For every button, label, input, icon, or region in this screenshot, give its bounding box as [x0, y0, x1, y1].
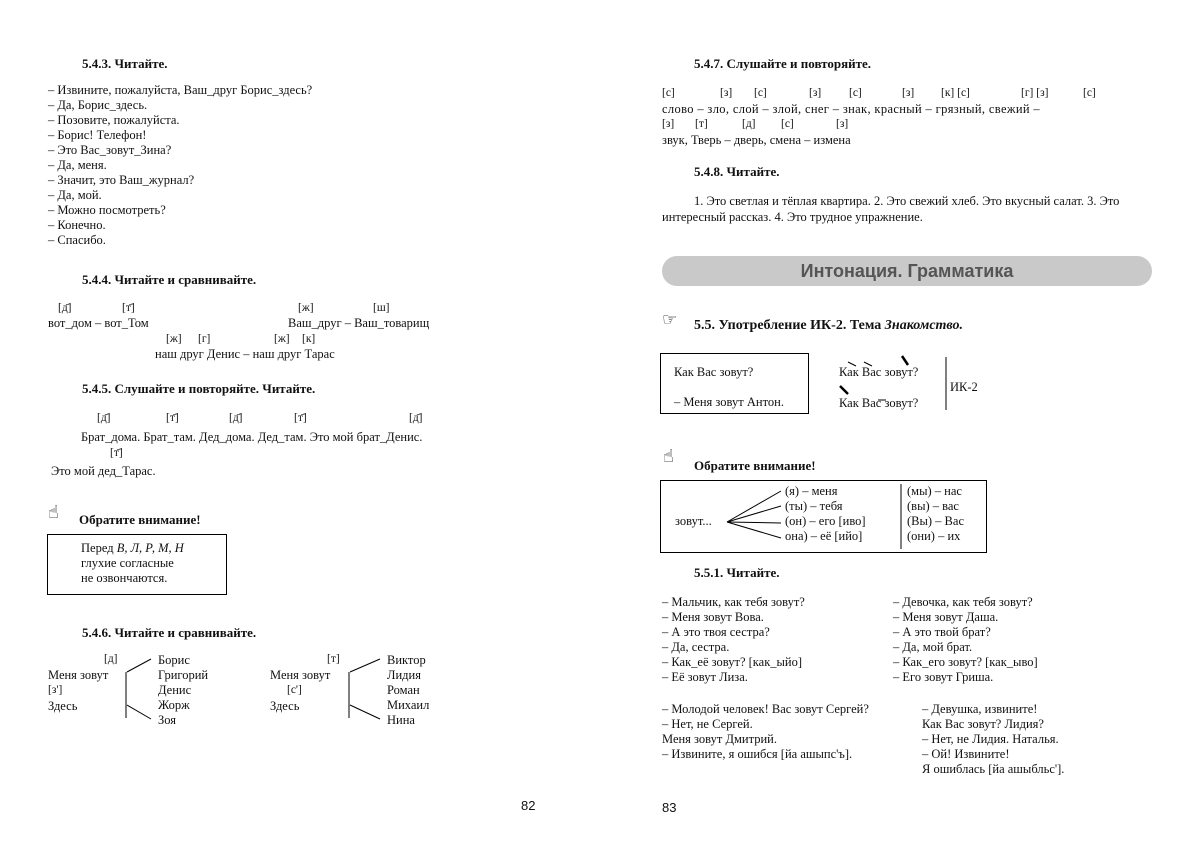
- pronoun-column: [785, 484, 866, 544]
- word-pairs-line: звук, Тверь – дверь, смена – измена: [662, 133, 851, 147]
- name-item: Зоя: [158, 713, 177, 727]
- phonetic-mark: [ж]: [274, 333, 290, 345]
- dialogue-line: – Девушка, извините!: [922, 702, 1038, 716]
- pronoun-item: (я) – меня: [785, 484, 838, 498]
- pronoun-item: (Вы) – Вас: [907, 514, 964, 528]
- dialogue-line: Как Вас зовут? Лидия?: [922, 717, 1044, 731]
- phonetic-mark: [з]: [662, 118, 675, 130]
- heading-5-5: 5.5. Употребление ИК-2. Тема Знакомство.: [694, 318, 963, 333]
- dialogue-line: – Его зовут Гриша.: [893, 670, 994, 684]
- phonetic-mark: [з']: [48, 684, 63, 696]
- phonetic-mark: [д]: [104, 653, 118, 665]
- example-question: Как Вас зовут?: [674, 365, 754, 379]
- word-pairs-line: слово – зло, слой – злой, снег – знак, красный – грязный, свежий –: [662, 102, 1040, 116]
- phonetic-mark: [с']: [287, 684, 302, 696]
- dialogue-line: – Ой! Извините!: [922, 747, 1010, 761]
- voiced-letters: В, Л, Р, М, Н: [116, 541, 184, 555]
- dialogue-line: – Нет, не Лидия. Наталья.: [922, 732, 1059, 746]
- name-item: Денис: [158, 683, 192, 697]
- pronoun-box: [660, 480, 987, 553]
- phonetic-mark: [т]: [327, 653, 340, 665]
- phonetic-mark: [т̄]: [122, 302, 135, 314]
- heading-5-5-1: 5.5.1. Читайте.: [694, 565, 780, 580]
- phrase-label: Здесь: [270, 699, 300, 713]
- heading-5-4-5: 5.4.5. Слушайте и повторяйте. Читайте.: [82, 381, 316, 396]
- heading-5-4-7: 5.4.7. Слушайте и повторяйте.: [694, 56, 872, 71]
- heading-5-4-6: 5.4.6. Читайте и сравнивайте.: [82, 625, 257, 640]
- comparison-line: Ваш_друг – Ваш_товарищ: [288, 316, 430, 330]
- dialogue-line: – Да, сестра.: [662, 640, 730, 654]
- name-item: Виктор: [387, 653, 426, 667]
- name-item: Жорж: [158, 698, 190, 712]
- phonetic-mark: [ш]: [373, 302, 390, 314]
- reading-line: Это мой дед_Тарас.: [51, 464, 156, 478]
- phrase-label: Меня зовут: [270, 668, 331, 682]
- comparison-line: наш друг Денис – наш друг Тарас: [155, 347, 335, 361]
- heading-5-4-4: 5.4.4. Читайте и сравнивайте.: [82, 272, 257, 287]
- pronoun-item: она) – её [ийо]: [785, 529, 863, 543]
- attention-title: Обратите внимание!: [694, 458, 816, 473]
- comparison-line: вот_дом – вот_Том: [48, 316, 149, 330]
- dialogue-line: – Спасибо.: [48, 233, 106, 247]
- pronoun-column: [907, 484, 964, 544]
- phonetic-mark: [з]: [836, 118, 849, 130]
- heading-5-4-8: 5.4.8. Читайте.: [694, 164, 780, 179]
- dialogue-line: – Борис! Телефон!: [48, 128, 147, 142]
- pointing-hand-icon: ☝: [48, 502, 59, 523]
- intonation-question: Как Вас зовут?: [839, 365, 919, 379]
- reading-line: интересный рассказ. 4. Это трудное упражнение.: [662, 210, 923, 224]
- intonation-label: ИК-2: [950, 380, 978, 394]
- phonetic-mark: [т̄]: [110, 447, 123, 459]
- dialogue-girl: [893, 595, 1038, 685]
- dialogue-line: Меня зовут Дмитрий.: [662, 732, 777, 746]
- dialogue-line: – Девочка, как тебя зовут?: [893, 595, 1033, 609]
- phonetic-mark: [ж]: [298, 302, 314, 314]
- dialogue-line: – Позовите, пожалуйста.: [48, 113, 180, 127]
- reading-line: 1. Это светлая и тёплая квартира. 2. Это свежий хлеб. Это вкусный салат. 3. Это: [694, 194, 1120, 208]
- attention-line: не озвончаются.: [81, 571, 168, 585]
- phonetic-mark: [д̄]: [409, 412, 423, 424]
- heading-5-4-3: 5.4.3. Читайте.: [82, 56, 168, 71]
- phonetic-mark: [д̄]: [97, 412, 111, 424]
- page-number: 82: [521, 798, 536, 813]
- example-answer: – Меня зовут Антон.: [674, 395, 784, 409]
- verb-root: зовут...: [675, 514, 712, 528]
- dialogue-line: – Извините, я ошибся [йа ашыпс'ъ].: [662, 747, 853, 761]
- reading-line: Брат_дома. Брат_там. Дед_дома. Дед_там. Это мой брат_Денис.: [81, 430, 423, 444]
- phonetic-mark: [т̄]: [166, 412, 179, 424]
- phonetic-mark: [с]: [781, 118, 794, 130]
- dialogue-young-man: [662, 702, 869, 762]
- phonetic-mark: [з]: [720, 87, 733, 99]
- phonetic-mark: [с]: [849, 87, 862, 99]
- attention-line: глухие согласные: [81, 556, 174, 570]
- pronoun-item: (ты) – тебя: [785, 499, 843, 513]
- name-item: Роман: [387, 683, 420, 697]
- dialogue-line: – Мальчик, как тебя зовут?: [662, 595, 805, 609]
- phonetic-mark: [ж]: [166, 333, 182, 345]
- phonetic-mark: [з]: [809, 87, 822, 99]
- pointing-hand-icon: ☝: [663, 446, 674, 467]
- dialogue-line: – Её зовут Лиза.: [662, 670, 748, 684]
- name-item: Лидия: [387, 668, 421, 682]
- pronoun-item: (они) – их: [907, 529, 961, 543]
- dialogue-line: – Да, меня.: [48, 158, 107, 172]
- names-list: [158, 653, 208, 728]
- pronoun-item: (он) – его [иво]: [785, 514, 866, 528]
- dialogue-line: – Как_её зовут? [как_ыйо]: [662, 655, 803, 669]
- phonetic-mark: [д]: [742, 118, 756, 130]
- dialogue-line: – Меня зовут Даша.: [893, 610, 999, 624]
- dialogue-line: – Это Вас_зовут_Зина?: [48, 143, 172, 157]
- phonetic-mark: [с]: [1083, 87, 1096, 99]
- name-item: Григорий: [158, 668, 209, 682]
- section-banner: Интонация. Грамматика: [662, 256, 1152, 286]
- attention-title: Обратите внимание!: [79, 512, 201, 527]
- dialogue-line: – Меня зовут Вова.: [662, 610, 764, 624]
- names-list: [387, 653, 429, 728]
- dialogue-line: – Как_его зовут? [как_ыво]: [893, 655, 1038, 669]
- phonetic-mark: [с]: [754, 87, 767, 99]
- dialogue-girl-2: [922, 702, 1064, 777]
- page-number: 83: [662, 800, 677, 815]
- phrase-label: Меня зовут: [48, 668, 109, 682]
- topic-name: Знакомство.: [884, 318, 963, 333]
- intonation-question: Как Вас зовут?: [839, 396, 919, 410]
- phrase-label: Здесь: [48, 699, 78, 713]
- phonetic-mark: [д̄]: [229, 412, 243, 424]
- dialogue-line: – Извините, пожалуйста, Ваш_друг Борис_здесь?: [48, 83, 313, 97]
- dialogue-line: – Молодой человек! Вас зовут Сергей?: [662, 702, 869, 716]
- dialogue-line: – Да, Борис_здесь.: [48, 98, 148, 112]
- phonetic-mark: [т̄]: [294, 412, 307, 424]
- dialogue-line: – А это твой брат?: [893, 625, 991, 639]
- phonetic-mark: [т]: [695, 118, 708, 130]
- dialogue-line: – Значит, это Ваш_журнал?: [48, 173, 195, 187]
- pronoun-item: (мы) – нас: [907, 484, 962, 498]
- dialogue-line: – Конечно.: [48, 218, 106, 232]
- pointing-hand-icon: ☞: [662, 310, 678, 330]
- dialogue-boy: [662, 595, 805, 685]
- phonetic-mark: [г]: [198, 333, 211, 345]
- phonetic-mark: [г] [з]: [1021, 87, 1049, 99]
- right-page: [600, 0, 1200, 854]
- name-item: Борис: [158, 653, 190, 667]
- phonetic-mark: [к]: [302, 333, 316, 345]
- phonetic-mark: [з]: [902, 87, 915, 99]
- dialogue-line: – Да, мой брат.: [893, 640, 973, 654]
- attention-line: Перед В, Л, Р, М, Н: [81, 541, 184, 555]
- dialogue-line: – А это твоя сестра?: [662, 625, 770, 639]
- phonetic-mark: [д̄]: [58, 302, 72, 314]
- phonetic-mark: [с]: [662, 87, 675, 99]
- dialogue-line: – Можно посмотреть?: [48, 203, 166, 217]
- name-item: Михаил: [387, 698, 430, 712]
- name-item: Нина: [387, 713, 415, 727]
- dialogue-line: – Нет, не Сергей.: [662, 717, 753, 731]
- dialogue-line: Я ошиблась [йа ашыбльс'].: [922, 762, 1065, 776]
- dialogue-line: – Да, мой.: [48, 188, 102, 202]
- pronoun-item: (вы) – вас: [907, 499, 959, 513]
- phonetic-mark: [к] [с]: [941, 87, 970, 99]
